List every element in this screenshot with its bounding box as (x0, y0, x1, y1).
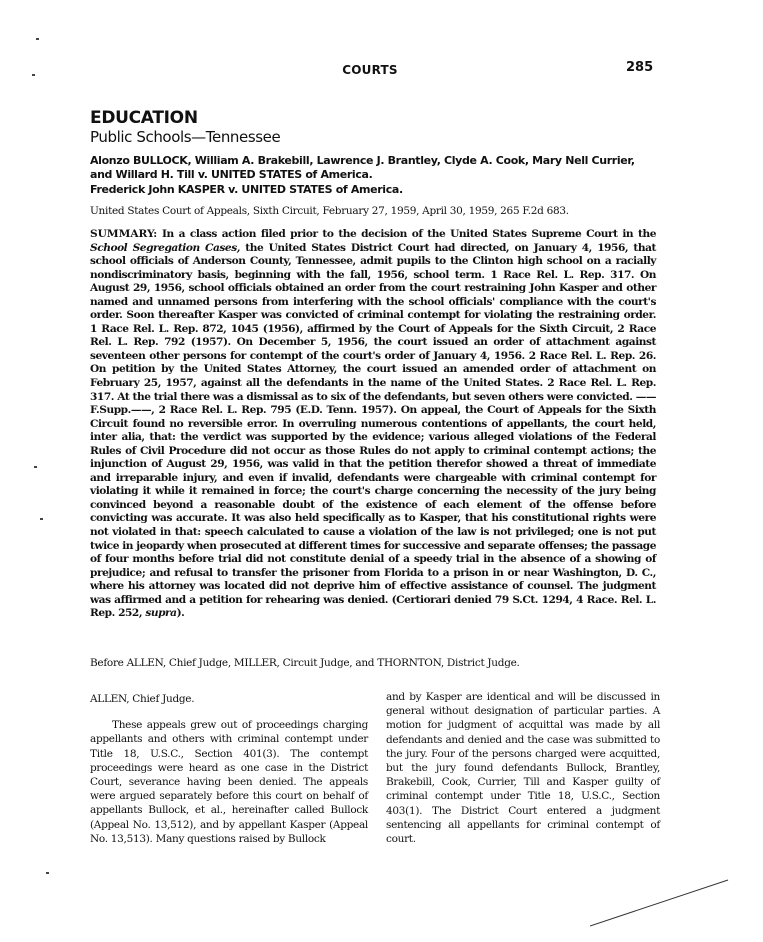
summary-text-2: the United States District Court had directed, on January 4, 1956, that school officials of Anderson County, Tennessee, admit pupils to the Clinton high school on a racially nondiscriminatory basis, beginning with the fall, 1956, school term. 1 Race Rel. L. Rep. 317. On August 29, 1956, school officials obtained an order from the court restraining John Kasper and other named and unnamed persons from interfering with the school officials' compliance with the court's order. Soon thereafter Kasper was convicted of criminal contempt for violating the restraining order. 1 Race Rel. L. Rep. 872, 1045 (1956), affirmed by the Court of Appeals for the Sixth Circuit, 2 Race Rel. L. Rep. 792 (1957). On December 5, 1956, the court issued an order of attachment against seventeen other persons for contempt of the court's order of January 4, 1956. 2 Race Rel. L. Rep. 26. On petition by the United States Attorney, the court issued an amended order of attachment on February 25, 1957, against all the defendants in the name of the United States. 2 Race Rel. L. Rep. 317. At the trial there was a dismissal as to six of the defendants, but seven others were convicted. ——F.Supp.——, 2 Race Rel. L. Rep. 795 (E.D. Tenn. 1957). On appeal, the Court of Appeals for the Sixth Circuit found no reversible error. In overruling numerous contentions of appellants, the court held, inter alia, that: the verdict was supported by the evidence; various alleged violations of the Federal Rules of Civil Procedure did not occur as those Rules do not apply to criminal contempt actions; the injunction of August 29, 1956, was valid in that the petition therefor showed a threat of immediate and irreparable injury, and even if invalid, defendants were chargeable with criminal contempt for violating it while it remained in force; the court's charge concerning the necessity of the jury being convinced beyond a reasonable doubt of the existence of each element of the offense before convicting was accurate. It was also held specifically as to Kasper, that his constitutional rights were not violated in that: speech calculated to cause a violation of the law is not privileged; one is not put twice in jeopardy when prosecuted at different times for successive and separate offenses; the passage of four months before trial did not constitute denial of a speedy trial in the absence of a showing of prejudice; and refusal to transfer the prisoner from Florida to a prison in or near Washington, D. C., where his attorney was located did not deprive him of effective assistance of counsel. The judgment was affirmed and a petition for rehearing was denied. (Certiorari denied 79 S.Ct. 1294, 4 Race. Rel. L. Rep. 252, (90, 241, 656, 620)
summary-lead: SUMMARY: (90, 228, 158, 240)
parties-bullock: Alonzo BULLOCK, William A. Brakebill, Lawrence J. Brantley, Clyde A. Cook, Mary Nell Currier, and Willard H. Till v. UNITED STATES of America. (90, 154, 635, 182)
opinion-paragraph-2: and by Kasper are identical and will be discussed in general without designation of particular parties. A motion for judgment of acquittal was made by all defendants and denied and the case was submitted to the jury. Four of the persons charged were acquitted, but the jury found defendants Bullock, Brantley, Brakebill, Cook, Currier, Till and Kasper guilty of criminal contempt under Title 18, U.S.C., Section 403(1). The District Court entered a judgment sentencing all appellants for criminal contempt of court. (386, 691, 660, 846)
page-number: 285 (626, 60, 654, 75)
opinion-paragraph-1: These appeals grew out of proceedings charging appellants and others with criminal contempt under Title 18, U.S.C., Section 401(3). The contempt proceedings were heard as one case in the District Court, severance having been denied. The appeals were argued separately before this court on behalf of appellants Bullock, et al., hereinafter called Bullock (Appeal No. 13,512), and by appellant Kasper (Appeal No. 13,513). Many questions raised by Bullock (90, 719, 368, 845)
scan-speck (34, 466, 37, 468)
parties-kasper: Frederick John KASPER v. UNITED STATES of America. (90, 182, 403, 196)
bench-line: Before ALLEN, Chief Judge, MILLER, Circuit Judge, and THORNTON, District Judge. (90, 657, 520, 669)
scan-speck (32, 74, 35, 76)
scan-speck (46, 872, 49, 874)
scan-artifact-line (590, 878, 730, 928)
summary-text-3: ). (176, 607, 185, 620)
summary-case-name: School Segregation Cases, (90, 241, 240, 254)
case-summary (90, 228, 656, 621)
section-heading: EDUCATION (90, 108, 198, 128)
summary-supra: supra (145, 607, 177, 620)
section-subheading: Public Schools—Tennessee (90, 128, 281, 146)
scan-speck (40, 518, 43, 520)
case-parties (90, 154, 660, 197)
running-head: COURTS (342, 63, 398, 77)
summary-text-1: In a class action filed prior to the decision of the United States Supreme Court in the (157, 228, 656, 240)
scan-speck (36, 38, 39, 40)
opinion-right-column (386, 690, 660, 846)
case-citation: United States Court of Appeals, Sixth Circuit, February 27, 1959, April 30, 1959, 265 F.2d 683. (90, 205, 569, 217)
opinion-author: ALLEN, Chief Judge. (90, 693, 195, 705)
opinion-left-column (90, 692, 368, 846)
